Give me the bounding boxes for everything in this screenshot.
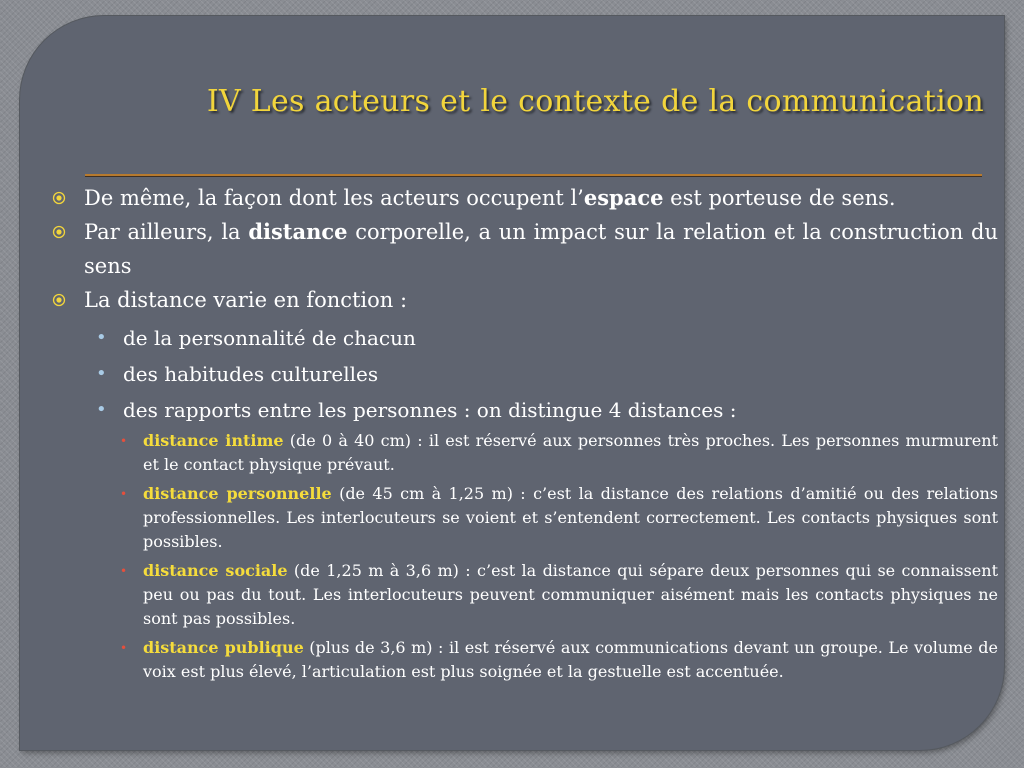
distance-term: distance publique bbox=[143, 638, 304, 657]
circled-dot-icon bbox=[52, 225, 66, 239]
bullet-espace bbox=[50, 181, 998, 215]
bullet-text: De même, la façon dont les acteurs occupent l’ bbox=[84, 186, 584, 210]
small-dot-icon: • bbox=[96, 363, 107, 384]
small-dot-icon: • bbox=[120, 641, 128, 655]
subbullet-rapports bbox=[50, 397, 998, 423]
distance-publique-item bbox=[50, 636, 998, 684]
bullet-text: La distance varie en fonction : bbox=[84, 288, 408, 312]
slide-panel bbox=[20, 16, 1004, 750]
circled-dot-icon bbox=[52, 191, 66, 205]
distance-term: distance sociale bbox=[143, 561, 288, 580]
distance-intime-item bbox=[50, 429, 998, 477]
title-underline bbox=[85, 174, 982, 176]
distance-description: (plus de 3,6 m) : il est réservé aux communications devant un groupe. Le volume de voix est plus élevé, l’articulation est plus soignée et la gestuelle est accentuée. bbox=[143, 638, 998, 681]
subbullet-text: des habitudes culturelles bbox=[123, 362, 379, 386]
slide-content bbox=[50, 181, 998, 684]
small-dot-icon: • bbox=[120, 564, 128, 578]
distance-description: (de 45 cm à 1,25 m) : c’est la distance des relations d’amitié ou des relations professionnelles. Les interlocuteurs se voient et s’entendent correctement. Les contacts physiques sont possibles. bbox=[143, 484, 998, 551]
small-dot-icon: • bbox=[120, 487, 128, 501]
emphasis-distance: distance bbox=[248, 219, 348, 244]
distance-term: distance intime bbox=[143, 431, 284, 450]
small-dot-icon: • bbox=[120, 434, 128, 448]
subbullet-text: des rapports entre les personnes : on distingue 4 distances : bbox=[123, 398, 737, 422]
distance-sociale-item bbox=[50, 559, 998, 631]
bullet-text: Par ailleurs, la bbox=[84, 220, 249, 244]
emphasis-espace: espace bbox=[583, 185, 664, 210]
bullet-distance-varie bbox=[50, 283, 998, 317]
distance-description: (de 0 à 40 cm) : il est réservé aux personnes très proches. Les personnes murmurent et le contact physique prévaut. bbox=[143, 431, 998, 474]
small-dot-icon: • bbox=[96, 399, 107, 420]
distance-term: distance personnelle bbox=[143, 484, 332, 503]
distance-personnelle-item bbox=[50, 482, 998, 554]
small-dot-icon: • bbox=[96, 327, 107, 348]
slide-title: IV Les acteurs et le contexte de la communication bbox=[206, 84, 984, 119]
bullet-text: est porteuse de sens. bbox=[663, 186, 896, 210]
subbullet-personnalite bbox=[50, 325, 998, 351]
bullet-distance bbox=[50, 215, 998, 283]
subbullet-text: de la personnalité de chacun bbox=[123, 326, 416, 350]
bullet-text: corporelle, a un impact sur la relation et la construction du sens bbox=[84, 220, 998, 278]
subbullet-habitudes bbox=[50, 361, 998, 387]
distance-description: (de 1,25 m à 3,6 m) : c’est la distance qui sépare deux personnes qui se connaissent peu ou pas du tout. Les interlocuteurs peuvent communiquer aisément mais les contacts physiques ne sont pas possibles. bbox=[143, 561, 999, 628]
circled-dot-icon bbox=[52, 293, 66, 307]
